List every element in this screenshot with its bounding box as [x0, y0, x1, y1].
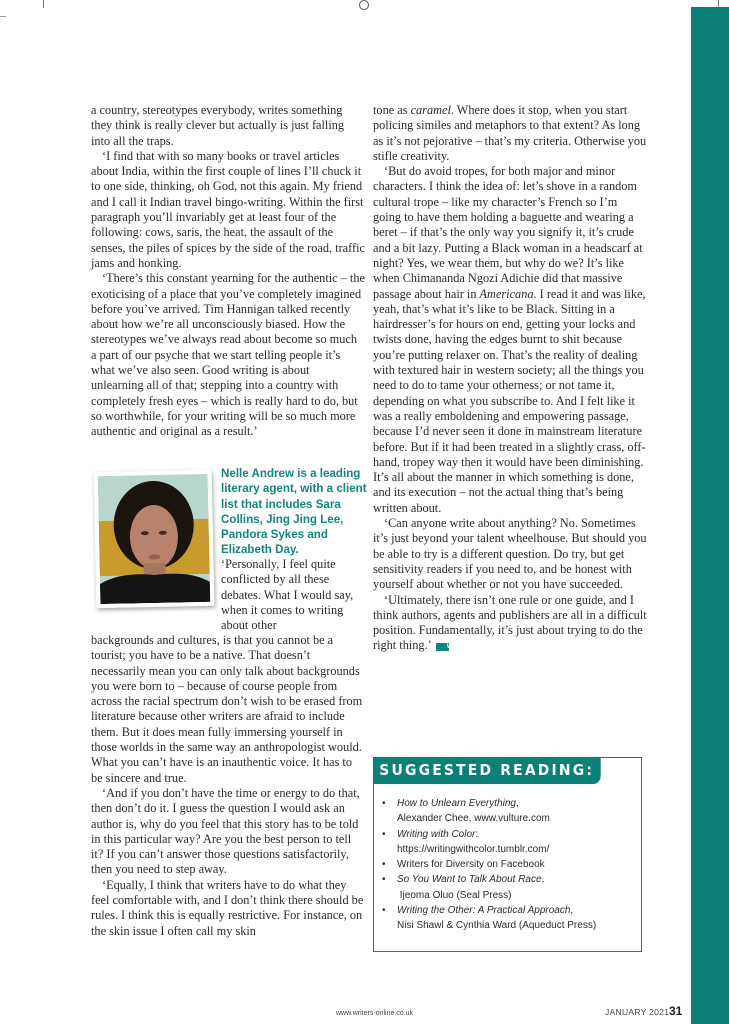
footer-url[interactable]: www.writers-online.co.uk: [336, 1010, 414, 1017]
portrait-image: [98, 474, 211, 604]
paragraph: ‘And if you don’t have the time or energy to do that, then don’t do it. I guess the question I would ask an author is, why do you feel that this story has to be told in this particular way? Are you the best person to tell it? If you can’t answer those questions satisfactorily, then you need to step away.: [91, 785, 360, 877]
list-item: [382, 903, 596, 934]
text-run: . I read it and was like, yeah, that’s what it’s like to be Black. Sitting in a hairdresser’s for hours on end, getting your locks and twists done, having the edges burnt to shit because you’re putting relaxer on. That’s the reality of dealing with textured hair in western society; all the things you need to do to tame your otherness; or not tame it, depending on what you subscribe to. And I felt like it was a really emboldening and empowering passage, because I’d never seen it done in mainstream literature before. But if it had been treated in a slightly crass, off-hand, tropey way then it would have been diminishing. It’s all about the manner in which something is done, and its execution – not the actual thing that’s being written about.: [373, 286, 646, 515]
paragraph: ‘Personally, I feel quite conflicted by all these debates. What I would say, when it comes to writing about other: [221, 557, 354, 633]
item-detail: Writers for Diversity on Facebook: [397, 859, 545, 871]
item-title: How to Unlearn Everything: [397, 798, 516, 809]
item-detail: Ijeoma Oluo (Seal Press): [399, 889, 512, 901]
edge-color-tab: [691, 7, 729, 1024]
list-item: [382, 827, 596, 858]
item-detail: Alexander Chee, www.vulture.com: [397, 813, 550, 825]
paragraph: [373, 164, 647, 516]
reading-list: [382, 796, 596, 934]
registration-mark-icon: [359, 0, 369, 10]
separator: ,: [515, 798, 519, 809]
item-detail[interactable]: https://writingwithcolor.tumblr.com/: [397, 843, 550, 855]
author-photo: [94, 470, 215, 608]
item-title: So You Want to Talk About Race: [397, 874, 542, 886]
footer-date: JANUARY 2021: [605, 1007, 670, 1017]
item-title: Writing the Other: A Practical Approach: [397, 905, 571, 917]
separator: ,: [570, 905, 574, 917]
text-run: tone as: [373, 103, 411, 117]
paragraph: ‘Equally, I think that writers have to do what they feel comfortable with, and I don’t think there should be rules. I think this is equally restrictive. For instance, on the skin issue I often call my skin: [91, 877, 364, 938]
list-item: [382, 872, 596, 903]
list-item: [382, 796, 596, 827]
suggested-reading-title: SUGGESTED READING:: [373, 757, 600, 784]
paragraph: backgrounds and cultures, is that you cannot be a tourist; you have to be a native. That doesn’t necessarily mean you can only talk about backgrounds you were born to – because of course people from across the racial spectrum don’t wish to be erased from literature because other writers are afraid to include them. But it does mean fully immersing yourself in those worlds in the same way an anthropologist would. What you can’t have is an inauthentic voice. It has to be sincere and true.: [91, 633, 363, 785]
article-column-1-continued: [91, 633, 365, 939]
paragraph: a country, stereotypes everybody, writes something they think is really clever but actually is just falling into all the traps.: [91, 103, 345, 148]
separator: :: [475, 828, 479, 840]
end-mark-icon: W.: [436, 643, 449, 651]
text-run: . Where does it stop, when you start policing similes and metaphors to that extent? As long as it’s not pejorative – that’s my criteria. Otherwise you stifle creativity.: [373, 103, 647, 163]
book-title: Americana: [479, 286, 534, 301]
text-run: ‘But do avoid tropes, for both major and minor characters. I think the idea of: let’s shove in a random cultural trope – like my character’s French so I’m going to have them holding a baguette and wearing a beret – if that’s the only way you signify it, it’s crude and a bit lazy. Putting a Black woman in a headscarf at night? Yes, we wear them, but why do we? It’s like when Chimananda Ngozi Adichie did that massive passage about hair in: [373, 164, 643, 301]
article-column-1: [91, 103, 365, 440]
page-number: 31: [669, 1004, 683, 1018]
crop-mark: [43, 0, 44, 8]
separator: ,: [541, 874, 545, 886]
item-detail: Nisi Shawl & Cynthia Ward (Aqueduct Press): [397, 920, 597, 932]
item-title: Writing with Color: [397, 828, 476, 840]
emphasis: caramel: [410, 103, 451, 117]
crop-mark: [718, 0, 719, 7]
text-run: ‘Ultimately, there isn’t one rule or one guide, and I think authors, agents and publishers are all in a difficult position. Fundamentally, it’s just about trying to do the right thing.’: [373, 592, 647, 653]
suggested-reading-box: [373, 757, 642, 952]
article-column-2: [373, 103, 647, 654]
crop-mark: [0, 16, 6, 17]
paragraph: ‘There’s this constant yearning for the authentic – the exoticising of a place that you’ve completely imagined before you’ve arrived. Tim Hannigan talked recently about how we’re all unconsciously biased. How the stereotypes we’ve always read about become so much a part of our psyche that we start telling people it’s what we’ve also seen. Good writing is about unlearning all of that; stepping into a country with completely fresh eyes – which is really hard to do, but so worthwhile, for your writing will be so much more authentic and original as a result.’: [91, 271, 365, 439]
paragraph: ‘I find that with so many books or travel articles about India, within the first couple of lines I’ll chuck it to one side, thinking, oh God, not this again. My friend and I call it Indian travel bingo-writing. Within the first paragraph you’ll invariably get at least four of the following: cows, saris, the heat, the assault of the senses, the piles of spices by the side of the road, traffic jams and honking.: [91, 148, 365, 270]
bullet-icon: •: [382, 874, 386, 886]
paragraph: [373, 103, 647, 164]
paragraph: [373, 593, 647, 654]
bullet-icon: •: [382, 798, 386, 809]
bullet-icon: •: [382, 859, 386, 871]
list-item: [382, 857, 596, 872]
paragraph: ‘Can anyone write about anything? No. Sometimes it’s just beyond your talent wheelhouse. But should you be able to try is a different question. Do try, but get sensitivity readers if you need to, and be honest with yourself about whether or not you have succeeded.: [373, 516, 647, 592]
bullet-icon: •: [382, 828, 386, 840]
bullet-icon: •: [382, 905, 386, 917]
author-bio: Nelle Andrew is a leading literary agent, with a client list that includes Sara Collins, Jing Jing Lee, Pandora Sykes and Elizabeth Day.: [221, 467, 367, 557]
